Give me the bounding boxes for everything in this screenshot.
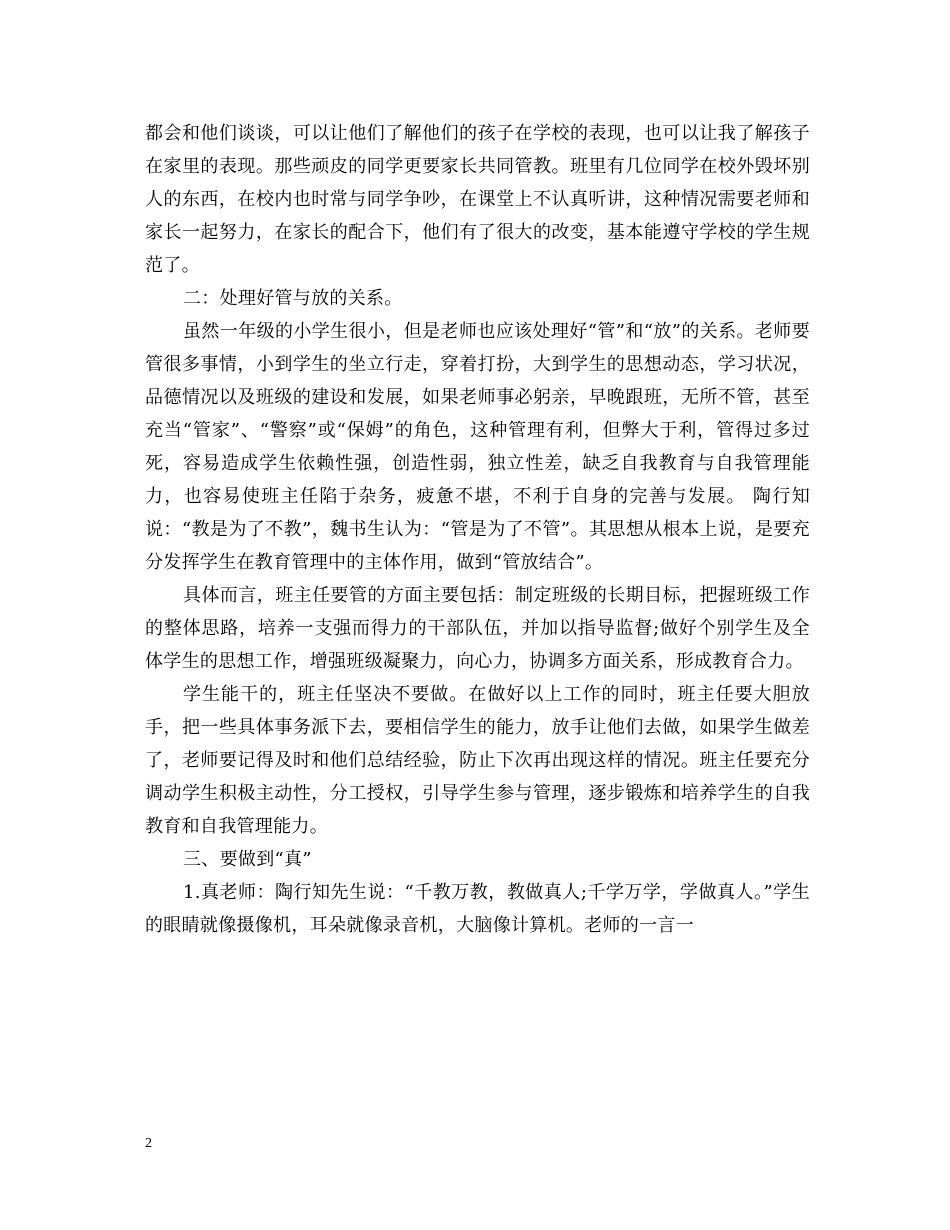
paragraph-7: 1.真老师：陶行知先生说：“千教万教，教做真人;千学万学，学做真人。”学生的眼睛就像摄像机，耳朵就像录音机，大脑像计算机。老师的一言一 bbox=[145, 882, 810, 936]
document-body bbox=[145, 117, 810, 942]
section-heading-3: 三、要做到“真” bbox=[183, 849, 312, 870]
section-heading-2: 二：处理好管与放的关系。 bbox=[183, 288, 403, 309]
paragraph-1: 都会和他们谈谈，可以让他们了解他们的孩子在学校的表现，也可以让我了解孩子在家里的表现。那些顽皮的同学更要家长共同管教。班里有几位同学在校外毁坏别人的东西，在校内也时常与同学争吵，在课堂上不认真听讲，这种情况需要老师和家长一起努力，在家长的配合下，他们有了很大的改变，基本能遵守学校的学生规范了。 bbox=[145, 123, 810, 276]
paragraph-3: 虽然一年级的小学生很小，但是老师也应该处理好“管”和“放”的关系。老师要管很多事情，小到学生的坐立行走，穿着打扮，大到学生的思想动态，学习状况，品德情况以及班级的建设和发展，如果老师事必躬亲，早晚跟班，无所不管，甚至充当“管家”、“警察”或“保姆”的角色，这种管理有利，但弊大于利，管得过多过死，容易造成学生依赖性强，创造性弱，独立性差，缺乏自我教育与自我管理能力，也容易使班主任陷于杂务，疲惫不堪，不利于自身的完善与发展。 陶行知说：“教是为了不教”，魏书生认为：“管是为了不管”。其思想从根本上说，是要充分发挥学生在教育管理中的主体作用，做到“管放结合”。 bbox=[145, 321, 810, 573]
page-number: 2 bbox=[145, 1136, 152, 1151]
paragraph-5: 学生能干的，班主任坚决不要做。在做好以上工作的同时，班主任要大胆放手，把一些具体事务派下去，要相信学生的能力，放手让他们去做，如果学生做差了，老师要记得及时和他们总结经验，防止下次再出现这样的情况。班主任要充分调动学生积极主动性，分工授权，引导学生参与管理，逐步锻炼和培养学生的自我教育和自我管理能力。 bbox=[145, 684, 810, 837]
paragraph-4: 具体而言，班主任要管的方面主要包括：制定班级的长期目标，把握班级工作的整体思路，培养一支强而得力的干部队伍，并加以指导监督;做好个别学生及全体学生的思想工作，增强班级凝聚力，向心力，协调多方面关系，形成教育合力。 bbox=[145, 585, 810, 672]
